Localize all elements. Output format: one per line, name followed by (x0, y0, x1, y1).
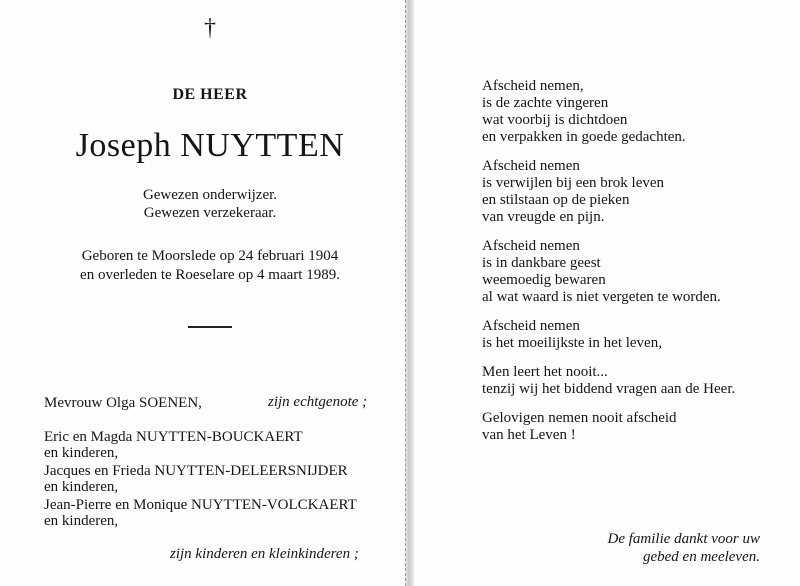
spouse-name: Mevrouw Olga SOENEN, (44, 395, 202, 411)
family-couple: Jean-Pierre en Monique NUYTTEN-VOLCKAERT (44, 497, 357, 513)
occupation-line: Gewezen onderwijzer. (142, 187, 278, 203)
poem-line: Afscheid nemen (482, 238, 580, 254)
poem-line: is in dankbare geest (482, 255, 601, 271)
family-thanks (560, 530, 760, 566)
poem-line: Gelovigen nemen nooit afscheid (482, 410, 677, 426)
poem-line: Afscheid nemen, (482, 78, 584, 94)
poem-line: en verpakken in goede gedachten. (482, 129, 686, 145)
family-couple: Eric en Magda NUYTTEN-BOUCKAERT (44, 429, 303, 445)
poem-line: weemoedig bewaren (482, 272, 606, 288)
family-couple: Jacques en Frieda NUYTTEN-DELEERSNIJDER (44, 463, 348, 479)
poem-line: al wat waard is niet vergeten te worden. (482, 289, 721, 305)
spouse-relation: zijn echtgenote ; (268, 394, 368, 410)
poem-line: Afscheid nemen (482, 158, 580, 174)
poem-line: van het Leven ! (482, 427, 576, 443)
poem-line: is de zachte vingeren (482, 95, 609, 111)
divider (188, 326, 232, 328)
poem-line: Afscheid nemen (482, 318, 580, 334)
occupations (0, 186, 420, 222)
occupation-line: Gewezen verzekeraar. (143, 205, 277, 221)
honorific-title: DE HEER (172, 86, 248, 103)
poem-line: van vreugde en pijn. (482, 209, 605, 225)
death-line: en overleden te Roeselare op 4 maart 1989. (80, 267, 340, 283)
family-children: en kinderen, (44, 445, 119, 461)
birth-line: Geboren te Moorslede op 24 februari 1904 (81, 248, 339, 264)
family-children: en kinderen, (44, 479, 119, 495)
thanks-line: De familie dankt voor uw (607, 531, 760, 547)
family-children: en kinderen, (44, 513, 119, 529)
poem-line: is het moeilijkste in het leven, (482, 335, 662, 351)
poem-line: Men leert het nooit... (482, 364, 608, 380)
deceased-name: Joseph NUYTTEN (75, 127, 345, 164)
cross-icon: † (204, 15, 216, 41)
poem-line: en stilstaan op de pieken (482, 192, 630, 208)
thanks-line: gebed en meeleven. (642, 549, 760, 565)
poem-line: wat voorbij is dichtdoen (482, 112, 628, 128)
poem-line: is verwijlen bij een brok leven (482, 175, 665, 191)
children-relation: zijn kinderen en kleinkinderen ; (170, 546, 359, 562)
birth-death-dates (0, 247, 420, 285)
poem-line: tenzij wij het biddend vragen aan de Heer. (482, 381, 736, 397)
